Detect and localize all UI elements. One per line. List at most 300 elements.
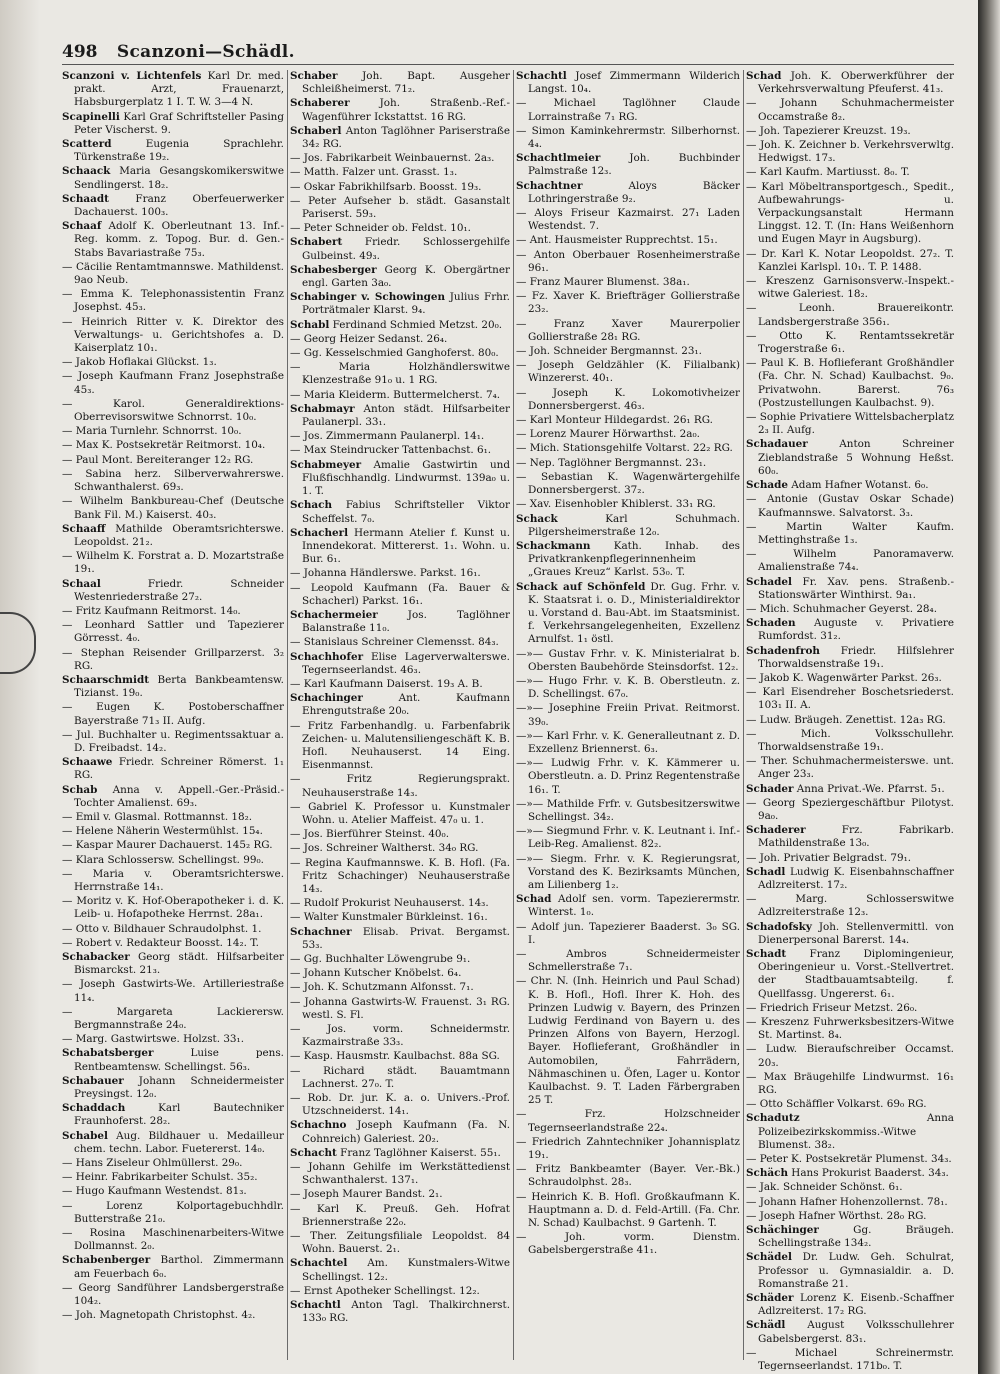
entry-text: — Ant. Hausmeister Rupprechtst. 15₁. xyxy=(516,234,718,247)
entry-text: Friedr. Hilfslehrer Thorwaldsenstraße 19₁. xyxy=(758,644,954,670)
directory-entry xyxy=(62,605,284,618)
entry-text: August Volksschullehrer Gabelsbergerst. 83₁. xyxy=(758,1319,954,1345)
directory-entry xyxy=(290,1119,510,1145)
entry-text: — Michael Taglöhner Claude Lorrainstraße 7₁ RG. xyxy=(516,97,740,123)
directory-entry xyxy=(62,261,284,287)
entry-text: Maria Gesangskomikerswitwe Sendlingerst. 18₂. xyxy=(74,165,284,191)
directory-entry xyxy=(62,1227,284,1253)
directory-entry xyxy=(746,921,954,947)
directory-entry xyxy=(516,1163,740,1189)
entry-text: — Heinrich Ritter v. K. Direktor des Verwaltungs- u. Gerichtshofes a. D. Kaiserplatz 10₁. xyxy=(62,315,284,355)
entry-text: — Joh. Magnetopath Christophst. 4₂. xyxy=(62,1309,256,1322)
directory-entry xyxy=(516,648,740,674)
entry-text: — Robert v. Redakteur Boosst. 14₂. T. xyxy=(62,936,259,949)
entry-text: — Sabina herz. Silberverwahrerswe. Schwanthalerst. 69₃. xyxy=(62,467,284,494)
entry-text: — Marg. Gastwirtswe. Holzst. 33₁. xyxy=(62,1033,245,1046)
entry-text: Karl Dr. med. prakt. Arzt, Frauenarzt, Habsburgerplatz 1 I. T. W. 3—4 N. xyxy=(74,70,284,109)
entry-text: Aloys Bäcker Lothringerstraße 9₂. xyxy=(528,179,740,205)
entry-text: — Franz Xaver Maurerpolier Gollierstraße 28₁ RG. xyxy=(516,317,740,343)
directory-entry xyxy=(290,97,510,123)
entry-surname: Schädel xyxy=(746,1251,792,1264)
entry-text: Gg. Bräugeh. Schellingstraße 134₂. xyxy=(758,1224,954,1250)
entry-text: — Jos. vorm. Schneidermstr. Kazmairstraße 33₃. xyxy=(290,1023,510,1049)
directory-entry xyxy=(516,948,740,974)
directory-entry xyxy=(516,1191,740,1231)
directory-entry xyxy=(62,454,284,467)
entry-text: — Richard städt. Bauamtmann Lachnerst. 27₀. T. xyxy=(290,1064,510,1090)
entry-text: — Emil v. Glasmal. Rottmannst. 18₂. xyxy=(62,810,253,823)
directory-entry xyxy=(62,923,284,936)
entry-text: — Chr. N. (Inh. Heinrich und Paul Schad) K. B. Hofl., Hofl. Ihrer K. Hoh. des Prinzen Ludwig v. Bayern, des Prinzen Ludwig Ferdinand von Bayern u. des Prinzen Alfons von Bayern, Herzogl. Bayer. Hoflieferant, Großhändler in Automobilen, Fahrrädern, Nähmaschinen u. Öfen, Lager u. Kontor Kaulbachst. 9. T. Laden Färbergraben 25 T. xyxy=(516,975,740,1107)
directory-entry xyxy=(516,921,740,947)
directory-entry xyxy=(290,1092,510,1118)
directory-entry xyxy=(746,97,954,123)
directory-entry xyxy=(290,720,510,773)
book-gutter xyxy=(978,0,1000,1374)
entry-surname: Schadl xyxy=(746,865,786,878)
directory-entry xyxy=(290,801,510,827)
entry-surname: Schabl xyxy=(290,318,330,331)
entry-text: — Joseph Maurer Bandst. 2₁. xyxy=(290,1188,443,1201)
directory-entry xyxy=(62,316,284,356)
entry-text: Georg K. Obergärtner engl. Garten 3a₀. xyxy=(302,263,510,290)
entry-text: — Maria v. Oberamtsrichterswe. Herrnstraße 14₁. xyxy=(62,867,284,893)
directory-entry xyxy=(62,784,284,810)
entry-text: — Wilhelm K. Forstrat a. D. Mozartstraße 19₁. xyxy=(62,550,284,576)
entry-text: — Leonhard Sattler und Tapezierer Görresst. 4₀. xyxy=(62,619,284,645)
directory-entry xyxy=(516,125,740,151)
entry-text: Anna Polizeibezirkskommiss.-Witwe Blumenst. 38₂. xyxy=(758,1112,954,1151)
directory-entry xyxy=(746,1251,954,1291)
entry-surname: Schabenberger xyxy=(62,1254,151,1267)
entry-text: Adam Hafner Wotanst. 6₀. xyxy=(788,479,929,492)
directory-entry xyxy=(746,672,954,685)
entry-text: — Ludw. Bräugeh. Zenettist. 12a₃ RG. xyxy=(746,713,946,726)
entry-text: — Joseph Gastwirts-We. Artilleriestraße 11₄. xyxy=(62,978,284,1004)
directory-entry xyxy=(62,647,284,673)
entry-text: — Rudolf Prokurist Neuhauserst. 14₃. xyxy=(290,897,489,910)
entry-text: — Karl Möbeltransportgesch., Spedit., Aufbewahrungs- u. Verpackungsanstalt Hermann Linggst. 12. T. (In: Hans Weißenhorn und Eugen Mayr in Augsburg). xyxy=(746,180,954,246)
directory-entry xyxy=(62,1130,284,1156)
entry-surname: Schadt xyxy=(746,948,787,960)
entry-text: —»— Siegm. Frhr. v. K. Regierungsrat, Vorstand des K. Bezirksamts München, am Lilienberg 1₂. xyxy=(516,852,740,891)
directory-entry xyxy=(746,1196,954,1209)
directory-entry xyxy=(746,797,954,823)
directory-entry xyxy=(62,193,284,219)
entry-text: — Jakob Hoflakai Glückst. 1₃. xyxy=(62,356,217,369)
directory-entry xyxy=(290,333,510,346)
entry-text: — Wilhelm Panoramaverw. Amalienstraße 74₄. xyxy=(746,548,954,574)
directory-entry xyxy=(516,540,740,580)
entry-text: Karl Graf Schriftsteller Pasing Peter Vischerst. 9. xyxy=(74,110,284,136)
directory-entry xyxy=(290,828,510,841)
entry-text: — Sebastian K. Wagenwärtergehilfe Donnersbergerst. 37₂. xyxy=(516,470,740,497)
entry-surname: Schaack xyxy=(62,165,111,178)
directory-entry xyxy=(290,236,510,262)
entry-text: — Fritz Kaufmann Reitmorst. 14₀. xyxy=(62,604,241,617)
entry-text: — Sophie Privatiere Wittelsbacherplatz 2₃ II. Aufg. xyxy=(746,411,954,437)
entry-surname: Schadutz xyxy=(746,1112,800,1125)
directory-entry xyxy=(746,1112,954,1152)
entry-surname: Schachner xyxy=(290,925,352,938)
entry-text: — Joh. Privatier Belgradst. 79₁. xyxy=(746,851,912,864)
directory-entry xyxy=(746,166,954,179)
directory-entry xyxy=(290,166,510,179)
directory-entry xyxy=(290,1285,510,1298)
directory-entry xyxy=(62,674,284,700)
entry-surname: Schaarschmidt xyxy=(62,673,150,686)
entry-surname: Schachtner xyxy=(516,179,583,192)
entry-text: —»— Siegmund Frhr. v. K. Leutnant i. Inf.-Leib-Reg. Amalienst. 82₂. xyxy=(516,825,740,851)
entry-surname: Schachinger xyxy=(290,692,363,705)
entry-text: Kath. Inhab. des Privatkrankenpflegerinnenheim „Graues Kreuz“ Karlst. 53₀. T. xyxy=(528,539,740,579)
entry-surname: Schackmann xyxy=(516,539,591,552)
directory-entry xyxy=(516,318,740,344)
entry-surname: Schaaff xyxy=(62,522,106,535)
directory-entry xyxy=(290,430,510,443)
entry-text: Luise pens. Rentbeamtensw. Schellingst. 56₃. xyxy=(74,1047,284,1073)
entry-text: —»— Karl Frhr. v. K. Generalleutnant z. D. Exzellenz Briennerst. 6₃. xyxy=(516,729,740,755)
entry-text: — Ambros Schneidermeister Schmellerstraße 7₁. xyxy=(516,948,740,974)
directory-entry xyxy=(746,603,954,616)
entry-text: — Franz Maurer Blumenst. 38a₁. xyxy=(516,276,690,289)
directory-entry xyxy=(746,302,954,328)
entry-text: — Peter Schneider ob. Feldst. 10₁. xyxy=(290,222,471,235)
directory-entry xyxy=(746,948,954,1001)
directory-entry xyxy=(746,1002,954,1015)
directory-entry xyxy=(290,1257,510,1283)
entry-surname: Schabmayr xyxy=(290,402,355,415)
directory-entry xyxy=(290,347,510,360)
directory-entry xyxy=(746,728,954,754)
directory-entry xyxy=(746,548,954,574)
directory-entry xyxy=(62,70,284,110)
directory-entry xyxy=(746,576,954,602)
entry-text: — Joseph Hafner Wörthst. 28₀ RG. xyxy=(746,1209,927,1222)
entry-text: Julius Frhr. Porträtmaler Klarst. 9₄. xyxy=(302,291,510,317)
entry-text: — Jos. Fabrikarbeit Weinbauernst. 2a₃. xyxy=(290,152,495,165)
entry-surname: Schad xyxy=(746,70,782,82)
entry-surname: Schädl xyxy=(746,1319,786,1332)
directory-entry xyxy=(746,1292,954,1318)
entry-text: — Lorenz Kolportagebuchhdlr. Butterstraße 21₀. xyxy=(62,1199,284,1225)
directory-entry xyxy=(746,70,954,96)
entry-text: Am. Kunstmalers-Witwe Schellingst. 12₂. xyxy=(302,1257,510,1283)
entry-text: — Leonh. Brauereikontr. Landsbergerstraße 356₁. xyxy=(746,302,954,328)
directory-entry xyxy=(746,1153,954,1166)
entry-text: Adolf sen. vorm. Tapezierermstr. Winterst. 1₀. xyxy=(528,893,740,919)
directory-entry xyxy=(516,1108,740,1134)
directory-entry xyxy=(290,582,510,608)
entry-surname: Scanzoni v. Lichtenfels xyxy=(62,70,202,82)
entry-text: — Heinrich K. B. Hofl. Großkaufmann K. Hauptmann a. D. d. Feld-Artill. (Fa. Chr. N. Schad) Kaulbachst. 9 Gartenh. T. xyxy=(516,1190,740,1230)
directory-entry xyxy=(62,701,284,727)
directory-entry xyxy=(516,387,740,413)
directory-entry xyxy=(516,290,740,316)
directory-entry xyxy=(290,953,510,966)
directory-entry xyxy=(516,975,740,1107)
entry-text: Dr. Ludw. Geh. Schulrat, Professor u. Gymnasialdir. a. D. Romanstraße 21. xyxy=(758,1251,954,1290)
entry-text: — Gg. Kesselschmied Ganghoferst. 80₀. xyxy=(290,347,499,360)
directory-entry xyxy=(746,1181,954,1194)
name-range: Scanzoni—Schädl. xyxy=(116,42,295,62)
directory-entry xyxy=(62,839,284,852)
directory-entry xyxy=(746,139,954,165)
directory-entry xyxy=(516,70,740,96)
entry-text: — Joh. K. Zeichner b. Verkehrsverwltg. Hedwigst. 17₃. xyxy=(746,139,954,165)
directory-entry xyxy=(62,398,284,424)
entry-text: Frz. Fabrikarb. Mathildenstraße 13₀. xyxy=(758,824,954,850)
directory-entry xyxy=(516,207,740,233)
entry-text: — Georg Speziergeschäftbur Pilotyst. 9a₀. xyxy=(746,796,954,822)
entry-text: — Michael Schreinermstr. Tegernseerlandst. 171b₀. T. xyxy=(746,1346,954,1373)
entry-text: — Jos. Bierführer Steinst. 40₀. xyxy=(290,828,450,841)
directory-entry xyxy=(62,288,284,314)
entry-text: — Paul K. B. Hoflieferant Großhändler (Fa. Chr. N. Schad) Kaulbachst. 9₀. Privatwohn. Barerst. 76₃ (Postzustellungen Kaulbachst. 9). xyxy=(746,357,954,409)
directory-entry xyxy=(62,578,284,604)
directory-entry xyxy=(290,403,510,429)
directory-entry xyxy=(62,1185,284,1198)
entry-text: — Adolf jun. Tapezierer Baaderst. 3₀ SG. I. xyxy=(516,920,740,946)
entry-surname: Schaddach xyxy=(62,1102,126,1115)
directory-entry xyxy=(516,1231,740,1257)
directory-entry xyxy=(62,523,284,549)
directory-entry xyxy=(746,617,954,643)
directory-entry xyxy=(62,550,284,576)
directory-entry xyxy=(290,1203,510,1229)
entry-text: — Lorenz Maurer Hörwarthst. 2a₀. xyxy=(516,428,700,441)
directory-entry xyxy=(62,854,284,867)
entry-text: — Max Bräugehilfe Lindwurmst. 16₁ RG. xyxy=(746,1070,954,1097)
directory-entry xyxy=(290,996,510,1022)
entry-surname: Schabatsberger xyxy=(62,1047,154,1060)
entry-text: — Rob. Dr. jur. K. a. o. Univers.-Prof. Utzschneiderst. 14₁. xyxy=(290,1092,510,1118)
directory-entry xyxy=(290,692,510,718)
entry-text: Anton Schreiner Zieblandstraße 5 Wohnung Heßst. 60₀. xyxy=(758,438,954,477)
entry-text: — Karl Kaufm. Martiusst. 8₀. T. xyxy=(746,166,910,179)
entry-surname: Schacherl xyxy=(290,526,349,539)
entry-text: Adolf K. Oberleutnant 13. Inf.-Reg. komm. z. Topog. Bur. d. Gen.-Stabs Bavariastraße 75₃. xyxy=(74,220,284,259)
entry-text: Anna Privat.-We. Pfarrst. 5₁. xyxy=(793,782,945,795)
entry-text: Karl Schuhmach. Pilgersheimerstraße 12₀. xyxy=(528,512,740,538)
directory-entry xyxy=(746,1224,954,1250)
directory-entry xyxy=(62,439,284,452)
entry-text: — Kreszenz Garnisonsverw.-Inspekt.-witwe Galeriest. 18₂. xyxy=(746,275,954,301)
directory-entry xyxy=(746,125,954,138)
directory-entry xyxy=(746,1043,954,1069)
entry-surname: Schab xyxy=(62,783,98,796)
directory-entry xyxy=(516,442,740,455)
column-2 xyxy=(290,70,510,1360)
directory-entry xyxy=(290,857,510,897)
directory-entry xyxy=(62,495,284,521)
entry-text: — Johanna Gastwirts-W. Frauenst. 3₁ RG. westl. S. Fl. xyxy=(290,995,510,1021)
entry-text: Joh. Bapt. Ausgeher Schleißheimerst. 71₂. xyxy=(302,70,510,96)
entry-surname: Schachno xyxy=(290,1119,347,1132)
entry-text: Aug. Bildhauer u. Medailleur chem. techn. Labor. Fuetererst. 14₀. xyxy=(74,1129,284,1155)
entry-text: — Georg Sandführer Landsbergerstraße 104₂. xyxy=(62,1281,284,1308)
entry-text: — Helene Näherin Westermühlst. 15₄. xyxy=(62,825,263,838)
directory-entry xyxy=(62,220,284,260)
directory-entry xyxy=(62,756,284,782)
entry-text: Anton Tagl. Thalkirchnerst. 133₀ RG. xyxy=(302,1299,510,1325)
directory-entry xyxy=(62,468,284,494)
directory-entry xyxy=(746,357,954,410)
entry-text: — Joseph K. Lokomotivheizer Donnersbergerst. 46₃. xyxy=(516,386,740,412)
entry-text: — Mich. Schuhmacher Geyerst. 28₄. xyxy=(746,602,938,615)
entry-surname: Schadel xyxy=(746,575,792,588)
directory-entry xyxy=(62,1157,284,1170)
entry-text: —»— Ludwig Frhr. v. K. Kämmerer u. Oberstleutn. a. D. Prinz Regentenstraße 16₁. T. xyxy=(516,757,740,796)
entry-text: — Joh. Schneider Bergmannst. 23₁. xyxy=(516,345,702,358)
directory-entry xyxy=(746,521,954,547)
directory-entry xyxy=(62,1075,284,1101)
entry-text: Ant. Kaufmann Ehrengutstraße 20₀. xyxy=(302,692,510,718)
directory-entry xyxy=(516,180,740,206)
directory-entry xyxy=(62,619,284,645)
directory-entry xyxy=(290,70,510,96)
entry-text: Amalie Gastwirtin und Flußfischhandlg. Lindwurmst. 139a₀ u. 1. T. xyxy=(302,458,510,498)
directory-entry xyxy=(290,609,510,635)
directory-entry xyxy=(62,1033,284,1046)
entry-text: — Friedrich Friseur Metzst. 26₀. xyxy=(746,1001,918,1014)
entry-surname: Schabacker xyxy=(62,951,130,963)
entry-text: — Friedrich Zahntechniker Johannisplatz 19₁. xyxy=(516,1135,740,1162)
entry-text: Franz Diplomingenieur, Oberingenieur u. Vorst.-Stellvertret. der Stadtbauamtsabteilg. f. Quellfassg. Ungererst. 6₁. xyxy=(758,948,954,1000)
directory-entry xyxy=(746,1319,954,1345)
column-divider xyxy=(287,70,288,1360)
column-3 xyxy=(516,70,740,1360)
directory-entry xyxy=(290,1161,510,1187)
directory-entry xyxy=(746,1071,954,1097)
entry-text: Lorenz K. Eisenb.-Schaffner Adlzreiterst. 17₂ RG. xyxy=(758,1292,954,1318)
column-divider xyxy=(743,70,744,1360)
directory-entry xyxy=(290,222,510,235)
directory-entry xyxy=(290,1188,510,1201)
directory-entry xyxy=(290,319,510,332)
directory-entry xyxy=(290,459,510,499)
entry-text: Friedr. Schlossergehilfe Gulbeinst. 49₃. xyxy=(302,236,510,262)
entry-text: — Johann Gehilfe im Werkstättedienst Schwanthalerst. 137₁. xyxy=(290,1161,510,1187)
directory-entry xyxy=(62,895,284,921)
entry-text: — Frz. Holzschneider Tegernseerlandstraße 22₄. xyxy=(516,1108,740,1134)
entry-text: — Ther. Zeitungsfiliale Leopoldst. 84 Wohn. Bauerst. 2₁. xyxy=(290,1230,510,1256)
entry-surname: Schader xyxy=(746,782,794,795)
entry-text: — Mich. Stationsgehilfe Voltarst. 22₂ RG. xyxy=(516,442,733,455)
directory-entry xyxy=(290,967,510,980)
directory-entry xyxy=(746,866,954,892)
entry-text: Jos. Taglöhner Balanstraße 11₀. xyxy=(302,608,510,635)
entry-text: Fabius Schriftsteller Viktor Scheffelst. 7₀. xyxy=(302,499,510,525)
entry-surname: Schack xyxy=(516,512,558,525)
directory-entry xyxy=(746,479,954,492)
directory-entry xyxy=(290,361,510,387)
directory-entry xyxy=(62,951,284,977)
entry-text: Barthol. Zimmermann am Feuerbach 6₀. xyxy=(74,1254,284,1280)
directory-entry xyxy=(62,1102,284,1128)
directory-entry xyxy=(290,636,510,649)
directory-entry xyxy=(290,897,510,910)
directory-entry xyxy=(516,359,740,385)
entry-text: — Kasp. Hausmstr. Kaulbachst. 88a SG. xyxy=(290,1050,500,1063)
directory-entry xyxy=(290,926,510,952)
entry-surname: Schächinger xyxy=(746,1224,819,1237)
directory-entry xyxy=(62,1047,284,1073)
entry-text: Mathilde Oberamtsrichterswe. Leopoldst. 21₂. xyxy=(74,522,284,548)
directory-entry xyxy=(516,853,740,893)
directory-entry xyxy=(746,824,954,850)
entry-text: — Xav. Eisenhobler Khiblerst. 33₁ RG. xyxy=(516,498,716,511)
entry-text: — Johann Schuhmachermeister Occamstraße 8₂. xyxy=(746,97,954,123)
entry-surname: Schabel xyxy=(62,1129,108,1142)
entry-text: — Peter Aufseher b. städt. Gasanstalt Pariserst. 59₃. xyxy=(290,194,510,221)
directory-entry xyxy=(516,581,740,647)
entry-text: — Fritz Bankbeamter (Bayer. Ver.-Bk.) Schraudolphst. 28₃. xyxy=(516,1163,740,1189)
entry-text: Joh. Straßenb.-Ref.-Wagenführer Ickstattst. 16 RG. xyxy=(302,97,510,123)
entry-text: — Gabriel K. Professor u. Kunstmaler Wohn. u. Atelier Maffeist. 47₀ u. 1. xyxy=(290,800,510,826)
entry-surname: Schachtl xyxy=(290,1299,341,1312)
entry-text: — Paul Mont. Bereiteranger 12₂ RG. xyxy=(62,453,254,466)
directory-entry xyxy=(516,730,740,756)
entry-surname: Scapinelli xyxy=(62,110,120,123)
entry-text: — Karl K. Preuß. Geh. Hofrat Briennerstraße 22₀. xyxy=(290,1202,510,1228)
directory-entry xyxy=(516,471,740,497)
entry-text: — Marg. Schlosserswitwe Adlzreiterstraße 12₃. xyxy=(746,893,954,919)
directory-entry xyxy=(746,714,954,727)
directory-entry xyxy=(516,798,740,824)
entry-surname: Schaadt xyxy=(62,192,109,205)
directory-entry xyxy=(290,1050,510,1063)
column-1 xyxy=(62,70,284,1360)
directory-entry xyxy=(746,181,954,247)
entry-text: — Simon Kaminkehrermstr. Silberhornst. 4₄. xyxy=(516,124,740,151)
column-4 xyxy=(746,70,954,1373)
directory-entry xyxy=(290,1299,510,1325)
entry-text: — Margareta Lackierersw. Bergmannstraße 24₀. xyxy=(62,1005,284,1032)
entry-surname: Schadofsky xyxy=(746,920,812,933)
directory-entry xyxy=(62,1006,284,1032)
directory-entry xyxy=(62,370,284,396)
entry-surname: Schacht xyxy=(290,1146,337,1159)
entry-text: — Klara Schlossersw. Schellingst. 99₀. xyxy=(62,853,264,866)
entry-text: — Ernst Apotheker Schellingst. 12₂. xyxy=(290,1284,480,1297)
entry-text: — Jos. Zimmermann Paulanerpl. 14₁. xyxy=(290,430,485,443)
directory-entry xyxy=(62,111,284,137)
entry-text: — Gg. Buchhalter Löwengrube 9₁. xyxy=(290,953,471,965)
entry-surname: Schachhofer xyxy=(290,650,364,663)
directory-entry xyxy=(62,729,284,755)
entry-text: Anton Taglöhner Pariserstraße 34₂ RG. xyxy=(302,124,510,151)
directory-entry xyxy=(516,457,740,470)
entry-surname: Schad xyxy=(516,893,552,906)
entry-text: Auguste v. Privatiere Rumfordst. 31₂. xyxy=(758,617,954,643)
directory-entry xyxy=(62,825,284,838)
entry-text: Hermann Atelier f. Kunst u. Innendekorat. Mittererst. 1₁. Wohn. u. Bur. 6₁. xyxy=(302,526,510,566)
entry-text: — Jul. Buchhalter u. Regimentssaktuar a. D. Freibadst. 14₂. xyxy=(62,728,284,754)
entry-text: Ferdinand Schmied Metzst. 20₀. xyxy=(329,318,503,331)
directory-entry xyxy=(290,1065,510,1091)
entry-text: — Anton Oberbauer Rosenheimerstraße 96₁. xyxy=(516,248,740,274)
directory-entry xyxy=(746,645,954,671)
entry-surname: Schabert xyxy=(290,236,343,249)
entry-surname: Schachtlmeier xyxy=(516,152,601,165)
directory-entry xyxy=(516,702,740,728)
directory-entry xyxy=(746,1016,954,1042)
entry-text: — Emma K. Telephonassistentin Franz Josephst. 45₃. xyxy=(62,288,284,314)
directory-entry xyxy=(516,498,740,511)
directory-entry xyxy=(516,513,740,539)
entry-text: — Karl Eisendreher Boschetsriederst. 103₁ II. A. xyxy=(746,686,954,712)
